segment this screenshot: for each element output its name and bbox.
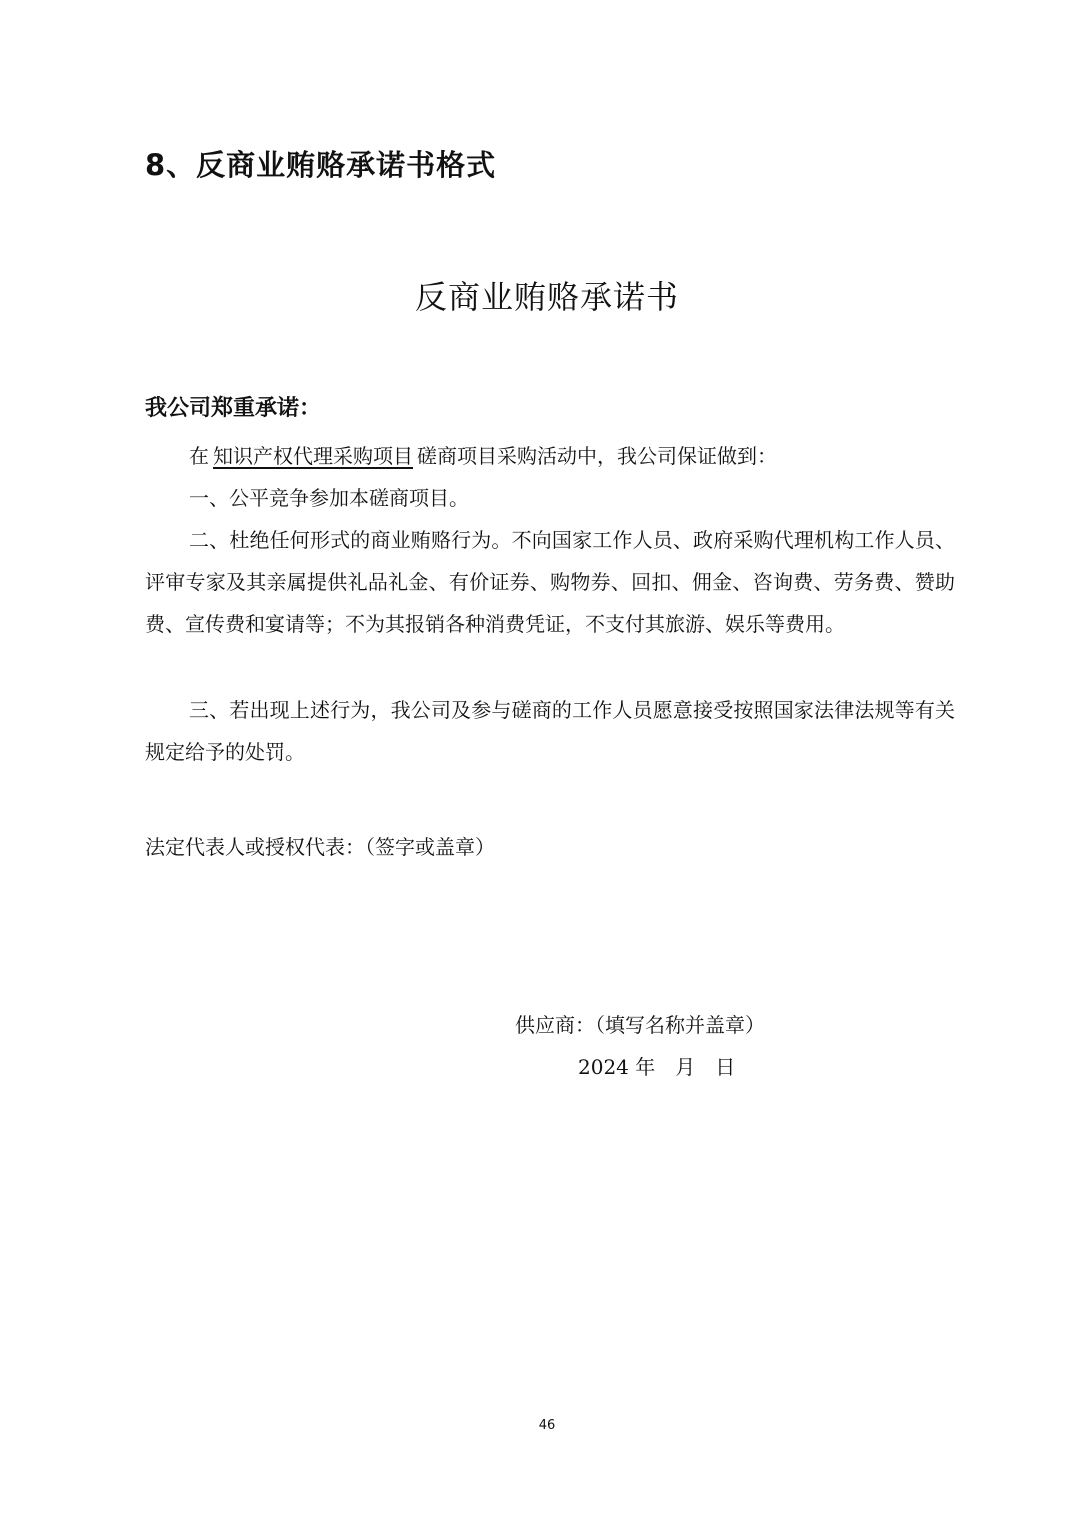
section-heading: 8、反商业贿赂承诺书格式 xyxy=(145,148,497,182)
representative-signature-line: 法定代表人或授权代表：（签字或盖章） xyxy=(145,835,495,859)
page-number: 46 xyxy=(538,1418,556,1433)
clause-3: 三、若出现上述行为，我公司及参与磋商的工作人员愿意接受按照国家法律法规等有关规定给予的处罚。 xyxy=(145,698,955,764)
intro-prefix: 在 xyxy=(189,444,209,468)
intro-suffix: 磋商项目采购活动中，我公司保证做到： xyxy=(417,444,777,468)
document-title: 反商业贿赂承诺书 xyxy=(414,278,679,316)
clause-1: 一、公平竞争参加本磋商项目。 xyxy=(189,486,469,510)
intro-paragraph xyxy=(145,435,955,477)
supplier-signature-line: 供应商：（填写名称并盖章） xyxy=(515,1013,765,1037)
commitment-heading: 我公司郑重承诺： xyxy=(145,396,322,421)
project-name-field: 知识产权代理采购项目 xyxy=(213,444,413,468)
date-line: 2024 年 月 日 xyxy=(578,1055,736,1079)
clause-2: 二、杜绝任何形式的商业贿赂行为。不向国家工作人员、政府采购代理机构工作人员、评审专家及其亲属提供礼品礼金、有价证券、购物券、回扣、佣金、咨询费、劳务费、赞助费、宣传费和宴请等；不为其报销各种消费凭证，不支付其旅游、娱乐等费用。 xyxy=(145,528,955,636)
